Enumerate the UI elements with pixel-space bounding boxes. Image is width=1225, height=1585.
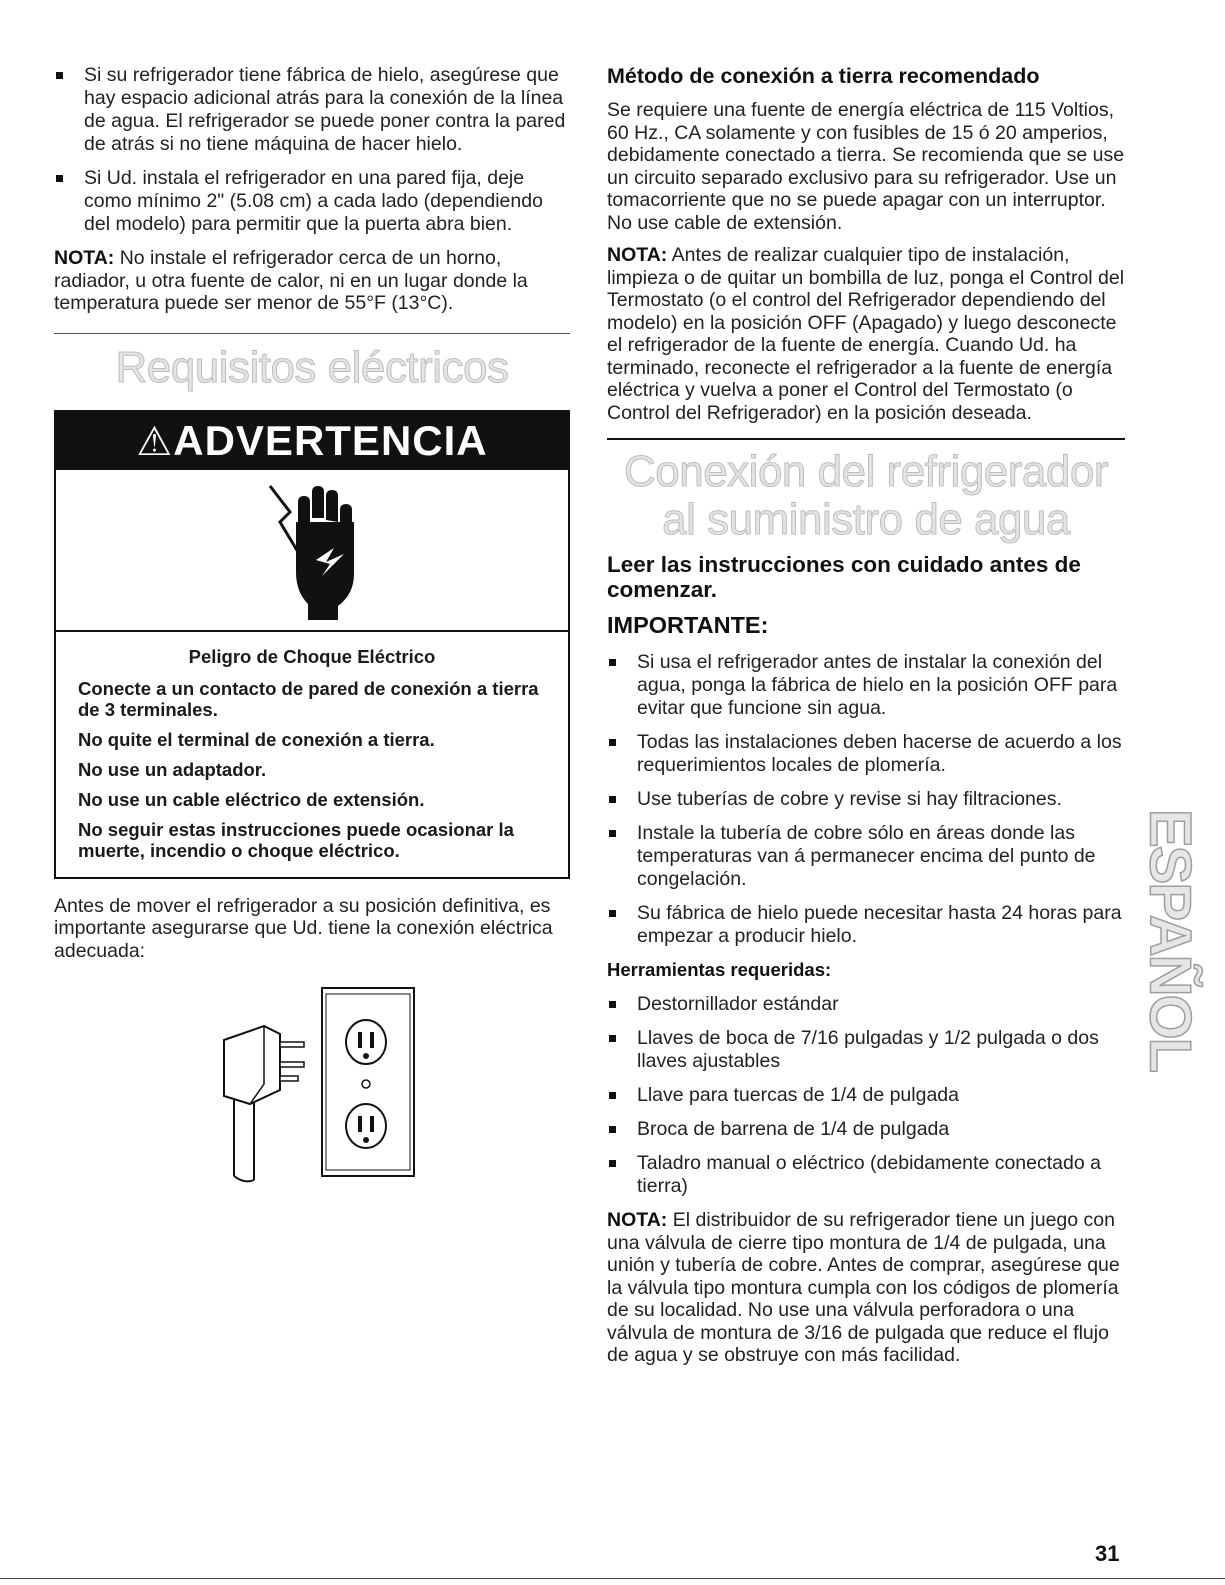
list-item: Si Ud. instala el refrigerador en una pared fija, deje como mínimo 2" (5.08 cm) a cada lado (dependiendo del modelo) para permitir que la puerta abra bien. (54, 167, 570, 236)
warning-triangle-icon: ⚠ (136, 419, 174, 464)
list-item: Instale la tubería de cobre sólo en áreas donde las temperaturas van á permanecer encima del punto de congelación. (607, 822, 1125, 891)
note-text: Antes de realizar cualquier tipo de instalación, limpieza o de quitar un bombilla de luz, ponga el Control del Termostato (o el control del Refrigerador dependiendo del modelo) en la posición OFF (Apagado) y luego desconecte el refrigerador de la fuente de energía. Cuando Ud. ha terminado, reconecte el refrigerador a la fuente de energía eléctrica y vuelva a poner el Control del Termostato (o Control del Refrigerador) en la posición deseada. (607, 244, 1125, 424)
tools-title: Herramientas requeridas: (607, 959, 832, 980)
note-label: NOTA: (607, 244, 668, 266)
outlet-illustration (54, 972, 570, 1192)
list-item: Su fábrica de hielo puede necesitar hasta 24 horas para empezar a producir hielo. (607, 902, 1125, 948)
warning-banner (56, 412, 568, 470)
section-divider (607, 438, 1125, 440)
bottom-rule (0, 1578, 1225, 1579)
page-number: 31 (1095, 1541, 1120, 1566)
list-item: Use tuberías de cobre y revise si hay filtraciones. (607, 788, 1125, 811)
section-title-water-1: Conexión del refrigerador (623, 447, 1108, 496)
list-item: Destornillador estándar (607, 993, 1125, 1016)
list-item: Si su refrigerador tiene fábrica de hielo, asegúrese que hay espacio adicional atrás para la conexión de la línea de agua. El refrigerador se puede poner contra la pared de atrás si no tiene máquina de hacer hielo. (54, 64, 570, 156)
note-text: No instale el refrigerador cerca de un horno, radiador, u otra fuente de calor, ni en un lugar donde la temperatura puede ser menor de 55°F (13°C). (54, 247, 528, 314)
tools-list (607, 993, 1125, 1198)
warning-line: No seguir estas instrucciones puede ocasionar la muerte, incendio o choque eléctrico. (78, 818, 514, 861)
list-item: Taladro manual o eléctrico (debidamente conectado a tierra) (607, 1152, 1125, 1198)
note-text: El distribuidor de su refrigerador tiene un juego con una válvula de cierre tipo montura de 1/4 de pulgada, una unión y tubería de cobre. Antes de comprar, asegúrese que la válvula tipo montura cumpla con los códigos de plomería de su localidad. No use una válvula perforadora o una válvula de montura de 3/16 de pulgada que reduce el flujo de agua y se obstruye con más facilidad. (607, 1209, 1120, 1366)
important-title: IMPORTANTE: (607, 612, 769, 638)
valve-note (607, 1209, 1125, 1367)
important-bullets (607, 651, 1125, 948)
warning-illustration (56, 470, 568, 632)
warning-line: No quite el terminal de conexión a tierra. (78, 728, 435, 750)
warning-line: No use un adaptador. (78, 758, 267, 780)
section-title-electrical: Requisitos eléctricos (115, 342, 509, 392)
list-item: Llave para tuercas de 1/4 de pulgada (607, 1084, 1125, 1107)
note-label: NOTA: (607, 1209, 668, 1231)
electric-shock-hand-icon (268, 482, 368, 622)
placement-bullets (54, 64, 570, 236)
plug-and-outlet-icon (204, 980, 444, 1190)
list-item: Todas las instalaciones deben hacerse de acuerdo a los requerimientos locales de plomería. (607, 731, 1125, 777)
warning-line: Conecte a un contacto de pared de conexión a tierra de 3 terminales. (78, 677, 539, 720)
warning-text (56, 632, 568, 877)
list-item: Si usa el refrigerador antes de instalar la conexión del agua, ponga la fábrica de hielo en la posición OFF para evitar que funcione sin agua. (607, 651, 1125, 720)
language-label: ESPAÑOL (1137, 808, 1203, 1072)
language-side-tab (1135, 808, 1205, 1072)
method-text: Se requiere una fuente de energía eléctrica de 115 Voltios, 60 Hz., CA solamente y con fusibles de 15 ó 20 amperios, debidamente conectado a tierra. Se recomienda que se use un circuito separado exclusivo para su refrigerador. Use un tomacorriente que no se puede apagar con un interruptor. No use cable de extensión. (607, 99, 1125, 234)
section-divider (54, 333, 570, 334)
warning-box (54, 410, 570, 879)
electrical-intro: Antes de mover el refrigerador a su posición definitiva, es importante asegurarse que Ud. tiene la conexión eléctrica adecuada: (54, 894, 553, 962)
section-title-water-2: al suministro de agua (662, 495, 1070, 544)
warning-banner-label: ADVERTENCIA (173, 416, 488, 464)
hazard-title: Peligro de Choque Eléctrico (188, 645, 436, 667)
note-label: NOTA: (54, 247, 115, 269)
left-column (54, 64, 570, 1192)
method-note (607, 244, 1125, 424)
read-instructions-title: Leer las instrucciones con cuidado antes de comenzar. (607, 552, 1081, 602)
method-title: Método de conexión a tierra recomendado (607, 64, 1040, 88)
list-item: Broca de barrena de 1/4 de pulgada (607, 1118, 1125, 1141)
warning-line: No use un cable eléctrico de extensión. (78, 788, 425, 810)
list-item: Llaves de boca de 7/16 pulgadas y 1/2 pulgada o dos llaves ajustables (607, 1027, 1125, 1073)
placement-note (54, 247, 570, 315)
right-column (607, 64, 1125, 1377)
